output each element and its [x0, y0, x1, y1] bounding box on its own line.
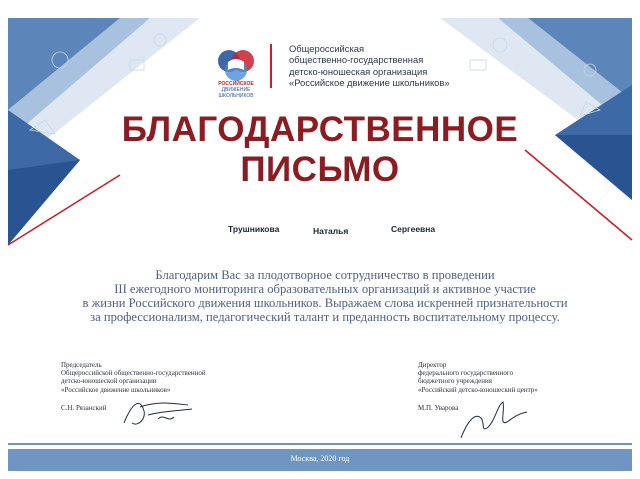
title-line-2: ПИСЬМО: [240, 150, 400, 189]
sig-left-line-4: «Российское движение школьников»: [61, 385, 171, 394]
org-line-1: Общероссийская: [289, 43, 365, 54]
recipient-surname: Трушникова: [228, 224, 280, 234]
title-line-1: БЛАГОДАРСТВЕННОЕ: [121, 110, 519, 149]
body-line-1: Благодарим Вас за плодотворное сотрудничество в проведении: [155, 268, 495, 282]
sig-right-line-2: федерального государственного: [418, 369, 514, 378]
footer-divider: [8, 443, 632, 445]
organization-name: [289, 43, 489, 89]
signatory-left-name: С.Н. Рязанский: [61, 404, 107, 412]
signature-right-icon: [455, 392, 535, 442]
gratitude-text: [80, 268, 570, 324]
org-divider: [270, 44, 272, 88]
org-line-2: общественно-государственная: [289, 54, 424, 66]
logo-caption-top: РОССИЙСКОЕ: [218, 81, 254, 87]
org-line-3: детско-юношеская организация: [289, 65, 428, 77]
sig-left-line-3: детско-юношеской организации: [61, 377, 157, 386]
sig-left-line-2: Общероссийской общественно-государственной: [61, 369, 206, 378]
body-line-4: за профессионализм, педагогический талант и преданность воспитательному процессу.: [90, 310, 560, 324]
logo-caption: [208, 81, 264, 99]
org-line-4: «Российское движение школьников»: [289, 77, 450, 89]
recipient-patronymic: Сергеевна: [391, 224, 436, 234]
sig-right-line-4: «Российский детско-юношеский центр»: [418, 385, 538, 394]
signatory-left-title: [61, 361, 206, 394]
signatory-right-name: М.П. Уварова: [418, 404, 459, 412]
logo-caption-bottom: ДВИЖЕНИЕ ШКОЛЬНИКОВ: [218, 87, 254, 99]
footer-place-date: Москва, 2020 год: [290, 454, 350, 463]
body-line-3: в жизни Российского движения школьников. Выражаем слова искренней признательности: [82, 296, 568, 310]
signatory-right-title: [418, 361, 538, 394]
document-title: [0, 110, 640, 190]
signature-left-icon: [118, 393, 198, 431]
sig-left-line-1: Председатель: [61, 361, 102, 369]
recipient-name: Наталья: [313, 226, 349, 236]
sig-right-line-3: бюджетного учреждения: [418, 377, 492, 386]
sig-right-line-1: Директор: [418, 361, 447, 369]
body-line-2: III ежегодного мониторинга образовательных организаций и активное участие: [114, 282, 536, 296]
